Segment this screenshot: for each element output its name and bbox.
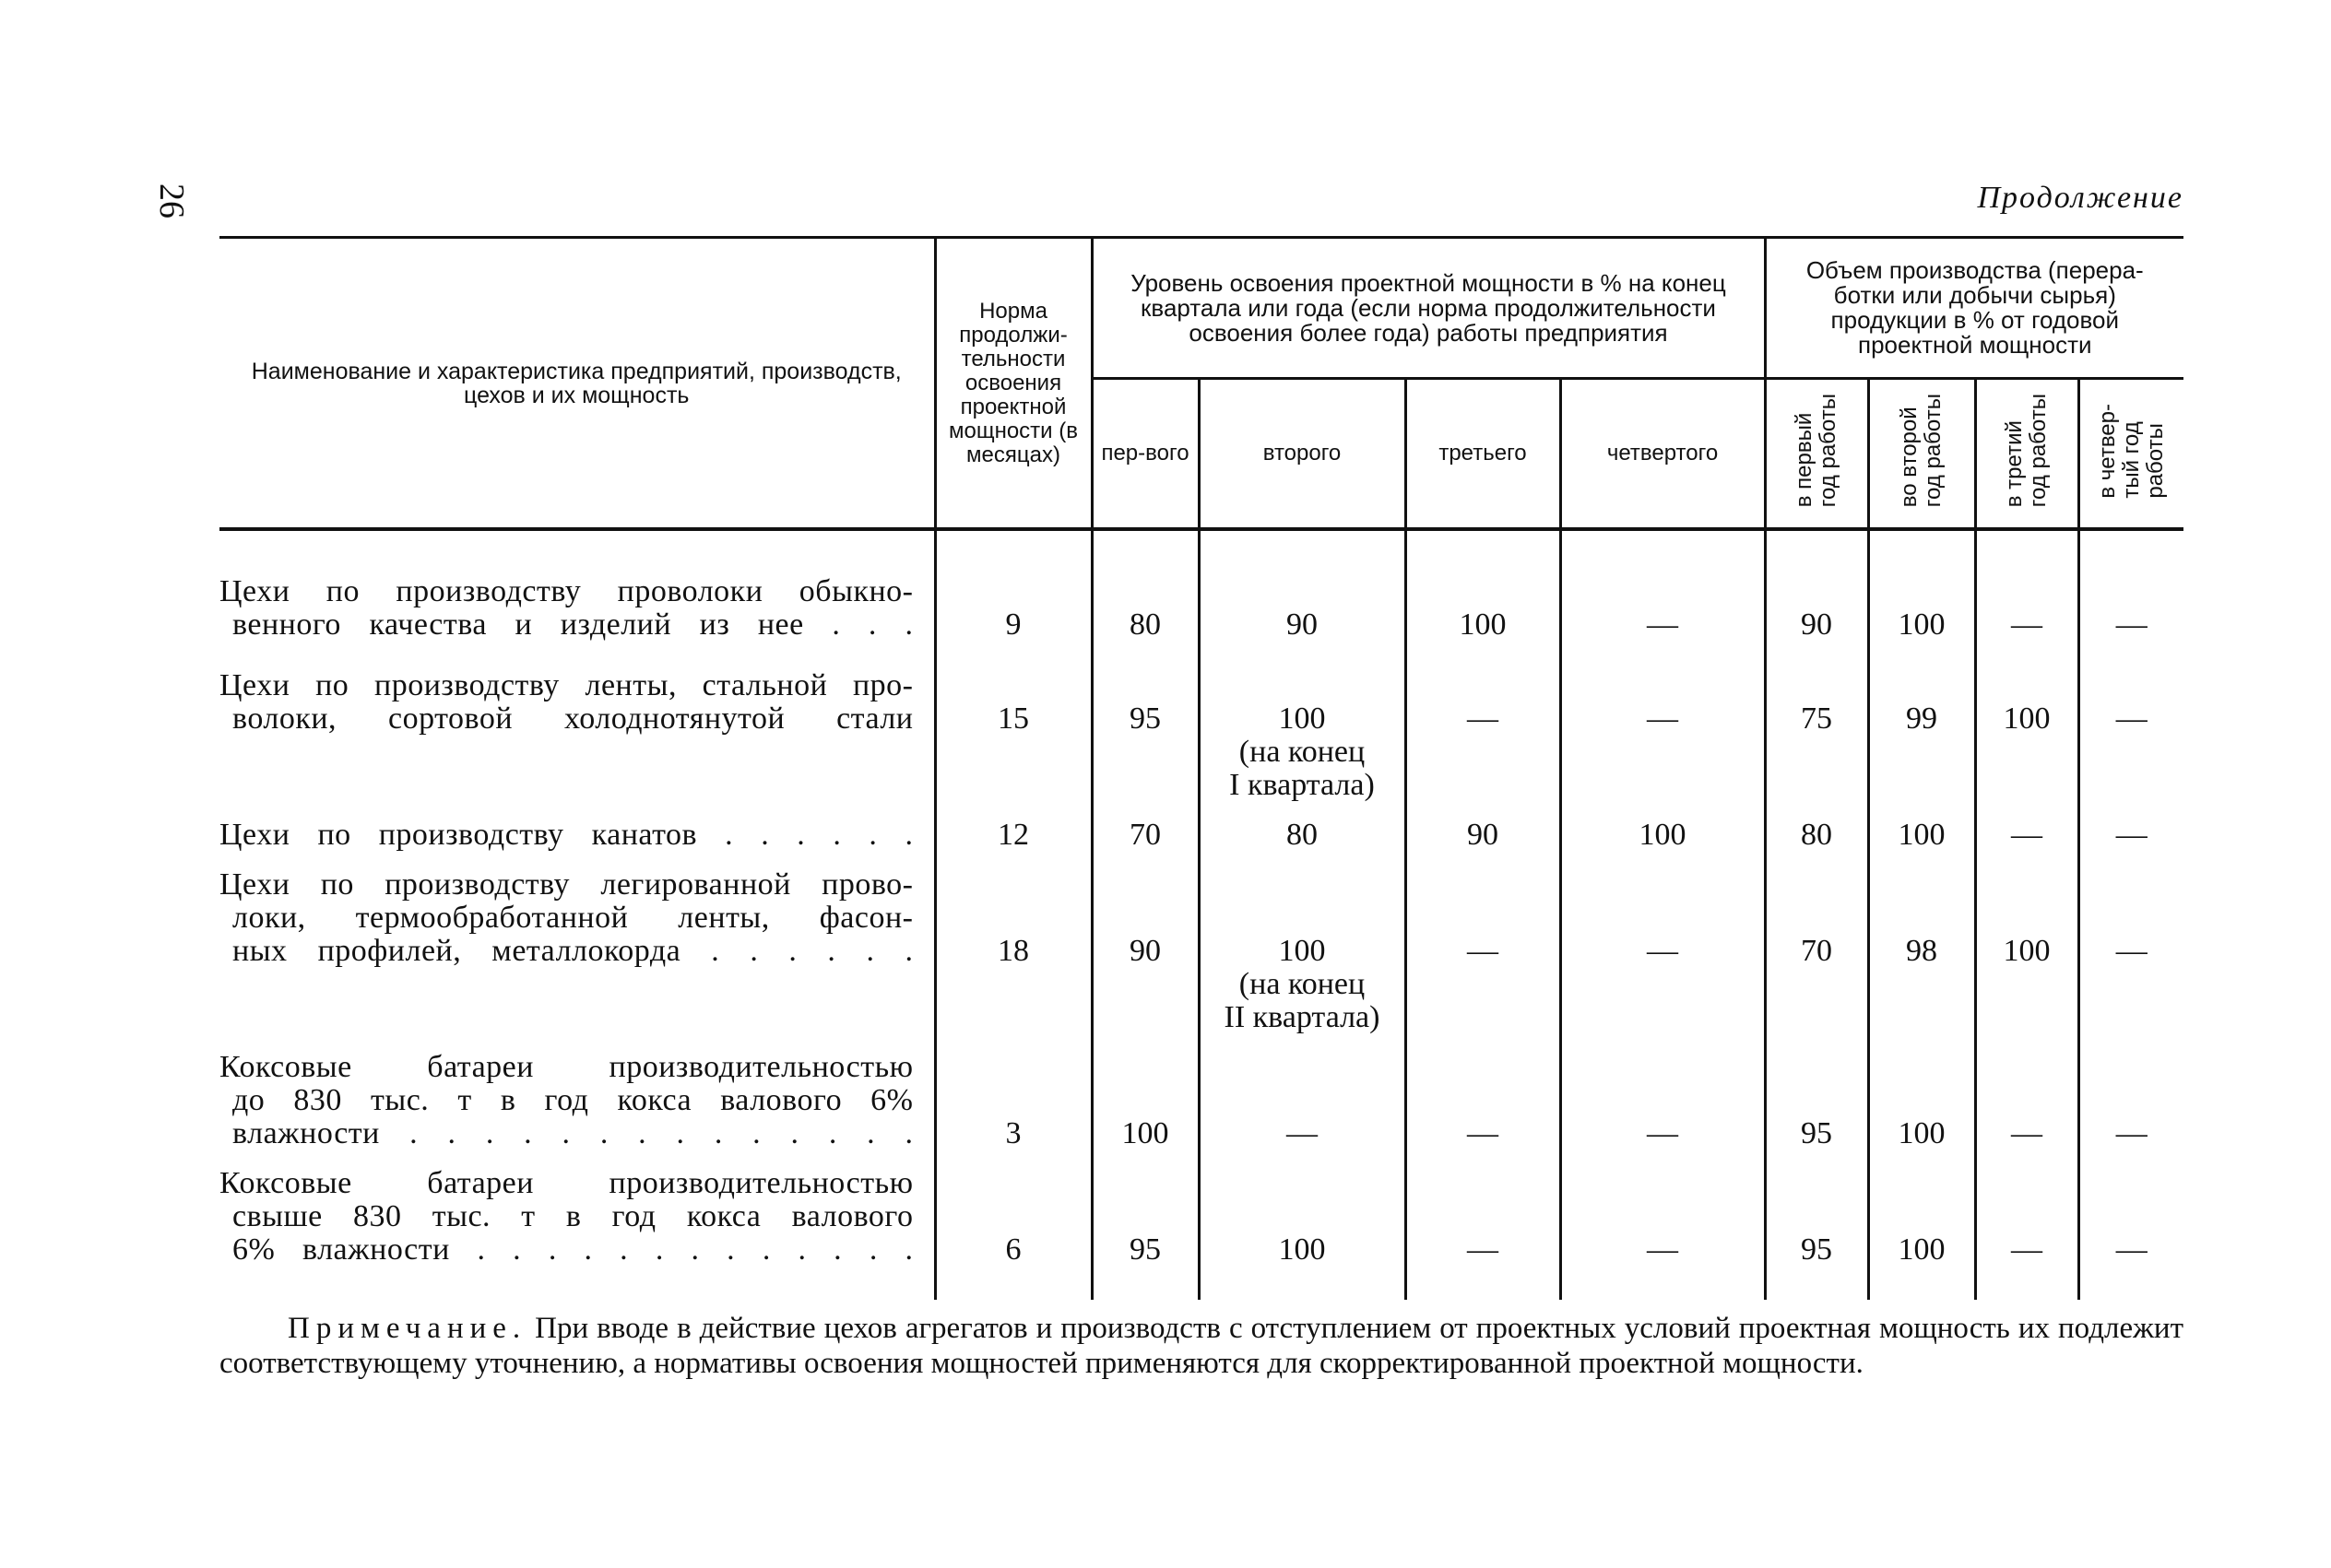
table-header — [219, 238, 2183, 530]
cell-volume-3: — — [1975, 1158, 2078, 1274]
table-row — [219, 649, 2183, 809]
row-name: Цехи по производству легированной прово- локи, термообработанной ленты, фасон- ных профилей, металлокорда . . . . . . — [219, 867, 914, 968]
page-number: 26 — [152, 183, 191, 218]
cell-volume-4: — — [2078, 859, 2183, 1042]
cell-norm: 6 — [935, 1158, 1092, 1274]
row-name: Цехи по производству проволоки обыкно- венного качества и изделий из нее . . . — [219, 574, 914, 642]
row-name: Коксовые батареи производительностью до 830 тыс. т в год кокса валового 6% влажности . . . . . . . . . . . . . . — [219, 1050, 914, 1150]
cell-volume-3: — — [1975, 809, 2078, 859]
header-volume-year3 — [1975, 379, 2078, 530]
cell-volume-3: — — [1975, 1042, 2078, 1158]
cell-volume-4: — — [2078, 1158, 2183, 1274]
cell-volume-3: 100 — [1975, 649, 2078, 809]
cell-level-3: — — [1405, 1158, 1560, 1274]
cell-level-4: 100 — [1560, 809, 1765, 859]
header-level-second: второго — [1199, 379, 1405, 530]
cell-level-3: 100 — [1405, 557, 1560, 649]
cell-level-4: — — [1560, 1158, 1765, 1274]
cell-volume-3: 100 — [1975, 859, 2078, 1042]
cell-volume-1: 75 — [1765, 649, 1868, 809]
spacer-cell — [219, 529, 935, 557]
cell-norm: 15 — [935, 649, 1092, 809]
cell-level-4: — — [1560, 649, 1765, 809]
table-row — [219, 1158, 2183, 1274]
cell-level-2: 100 — [1199, 1158, 1405, 1274]
cell-volume-4: — — [2078, 557, 2183, 649]
header-volume-year3-label: в третий год работы — [2002, 394, 2052, 508]
cell-volume-2: 100 — [1868, 809, 1975, 859]
cell-level-3: — — [1405, 649, 1560, 809]
footnote-text: При вводе в действие цехов агрегатов и производств с отступлением от проектных условий проектная мощность их подлежит соответствующему уточнению, а нормативы освоения мощностей применяются для скорректированной проектной мощности. — [219, 1312, 2183, 1380]
header-level-third: третьего — [1405, 379, 1560, 530]
cell-volume-2: 98 — [1868, 859, 1975, 1042]
cell-volume-1: 70 — [1765, 859, 1868, 1042]
cell-level-1: 95 — [1092, 649, 1199, 809]
cell-level-3: — — [1405, 859, 1560, 1042]
table-row — [219, 557, 2183, 649]
header-level-first: пер-вого — [1092, 379, 1199, 530]
cell-volume-2: 100 — [1868, 557, 1975, 649]
cell-norm: 18 — [935, 859, 1092, 1042]
cell-level-1: 95 — [1092, 1158, 1199, 1274]
header-level-fourth: четвертого — [1560, 379, 1765, 530]
header-volume-year2 — [1868, 379, 1975, 530]
cell-norm: 12 — [935, 809, 1092, 859]
cell-level-1: 100 — [1092, 1042, 1199, 1158]
cell-level-2: 100 (на конец II квартала) — [1199, 859, 1405, 1042]
cell-volume-1: 95 — [1765, 1158, 1868, 1274]
cell-level-1: 70 — [1092, 809, 1199, 859]
header-volume-group: Объем производства (перера-ботки или добычи сырья) продукции в % от годовой проектной мощности — [1765, 238, 2183, 379]
cell-volume-1: 95 — [1765, 1042, 1868, 1158]
cell-volume-4: — — [2078, 649, 2183, 809]
cell-level-3: 90 — [1405, 809, 1560, 859]
cell-norm: 3 — [935, 1042, 1092, 1158]
cell-level-2: — — [1199, 1042, 1405, 1158]
table-row — [219, 809, 2183, 859]
footnote — [219, 1311, 2183, 1381]
continuation-label: Продолжение — [1977, 181, 2183, 215]
cell-level-2: 80 — [1199, 809, 1405, 859]
cell-volume-3: — — [1975, 557, 2078, 649]
header-volume-year4-label: в четвер- тый год работы — [2094, 403, 2168, 499]
cell-volume-2: 100 — [1868, 1042, 1975, 1158]
cell-level-1: 90 — [1092, 859, 1199, 1042]
cell-volume-4: — — [2078, 809, 2183, 859]
cell-level-2: 100 (на конец I квартала) — [1199, 649, 1405, 809]
header-volume-year4 — [2078, 379, 2183, 530]
row-name: Цехи по производству канатов . . . . . . — [219, 818, 914, 852]
capacity-table-container — [219, 236, 2183, 1300]
cell-level-1: 80 — [1092, 557, 1199, 649]
cell-volume-1: 90 — [1765, 557, 1868, 649]
cell-volume-1: 80 — [1765, 809, 1868, 859]
table-row — [219, 1042, 2183, 1158]
row-name: Цехи по производству ленты, стальной про- волоки, сортовой холоднотянутой стали — [219, 668, 914, 736]
cell-volume-2: 99 — [1868, 649, 1975, 809]
cell-norm: 9 — [935, 557, 1092, 649]
header-volume-year1 — [1765, 379, 1868, 530]
cell-volume-2: 100 — [1868, 1158, 1975, 1274]
cell-level-2: 90 — [1199, 557, 1405, 649]
cell-volume-4: — — [2078, 1042, 2183, 1158]
footnote-label: Примечание. — [288, 1312, 527, 1345]
table-body — [219, 529, 2183, 1300]
cell-level-4: — — [1560, 1042, 1765, 1158]
row-name: Коксовые батареи производительностью свыше 830 тыс. т в год кокса валового 6% влажности . . . . . . . . . . . . . — [219, 1166, 914, 1267]
header-volume-year1-label: в первый год работы — [1792, 394, 1841, 508]
header-norm: Норма продолжи-тельности освоения проектной мощности (в месяцах) — [935, 238, 1092, 530]
cell-level-4: — — [1560, 557, 1765, 649]
table-row — [219, 859, 2183, 1042]
cell-level-3: — — [1405, 1042, 1560, 1158]
header-volume-year2-label: во второй год работы — [1897, 394, 1946, 508]
header-name: Наименование и характеристика предприятий, производств, цехов и их мощность — [219, 238, 935, 530]
cell-level-4: — — [1560, 859, 1765, 1042]
header-level-group: Уровень освоения проектной мощности в % на конец квартала или года (если норма продолжительности освоения более года) работы предприятия — [1092, 238, 1765, 379]
capacity-table — [219, 236, 2183, 1300]
